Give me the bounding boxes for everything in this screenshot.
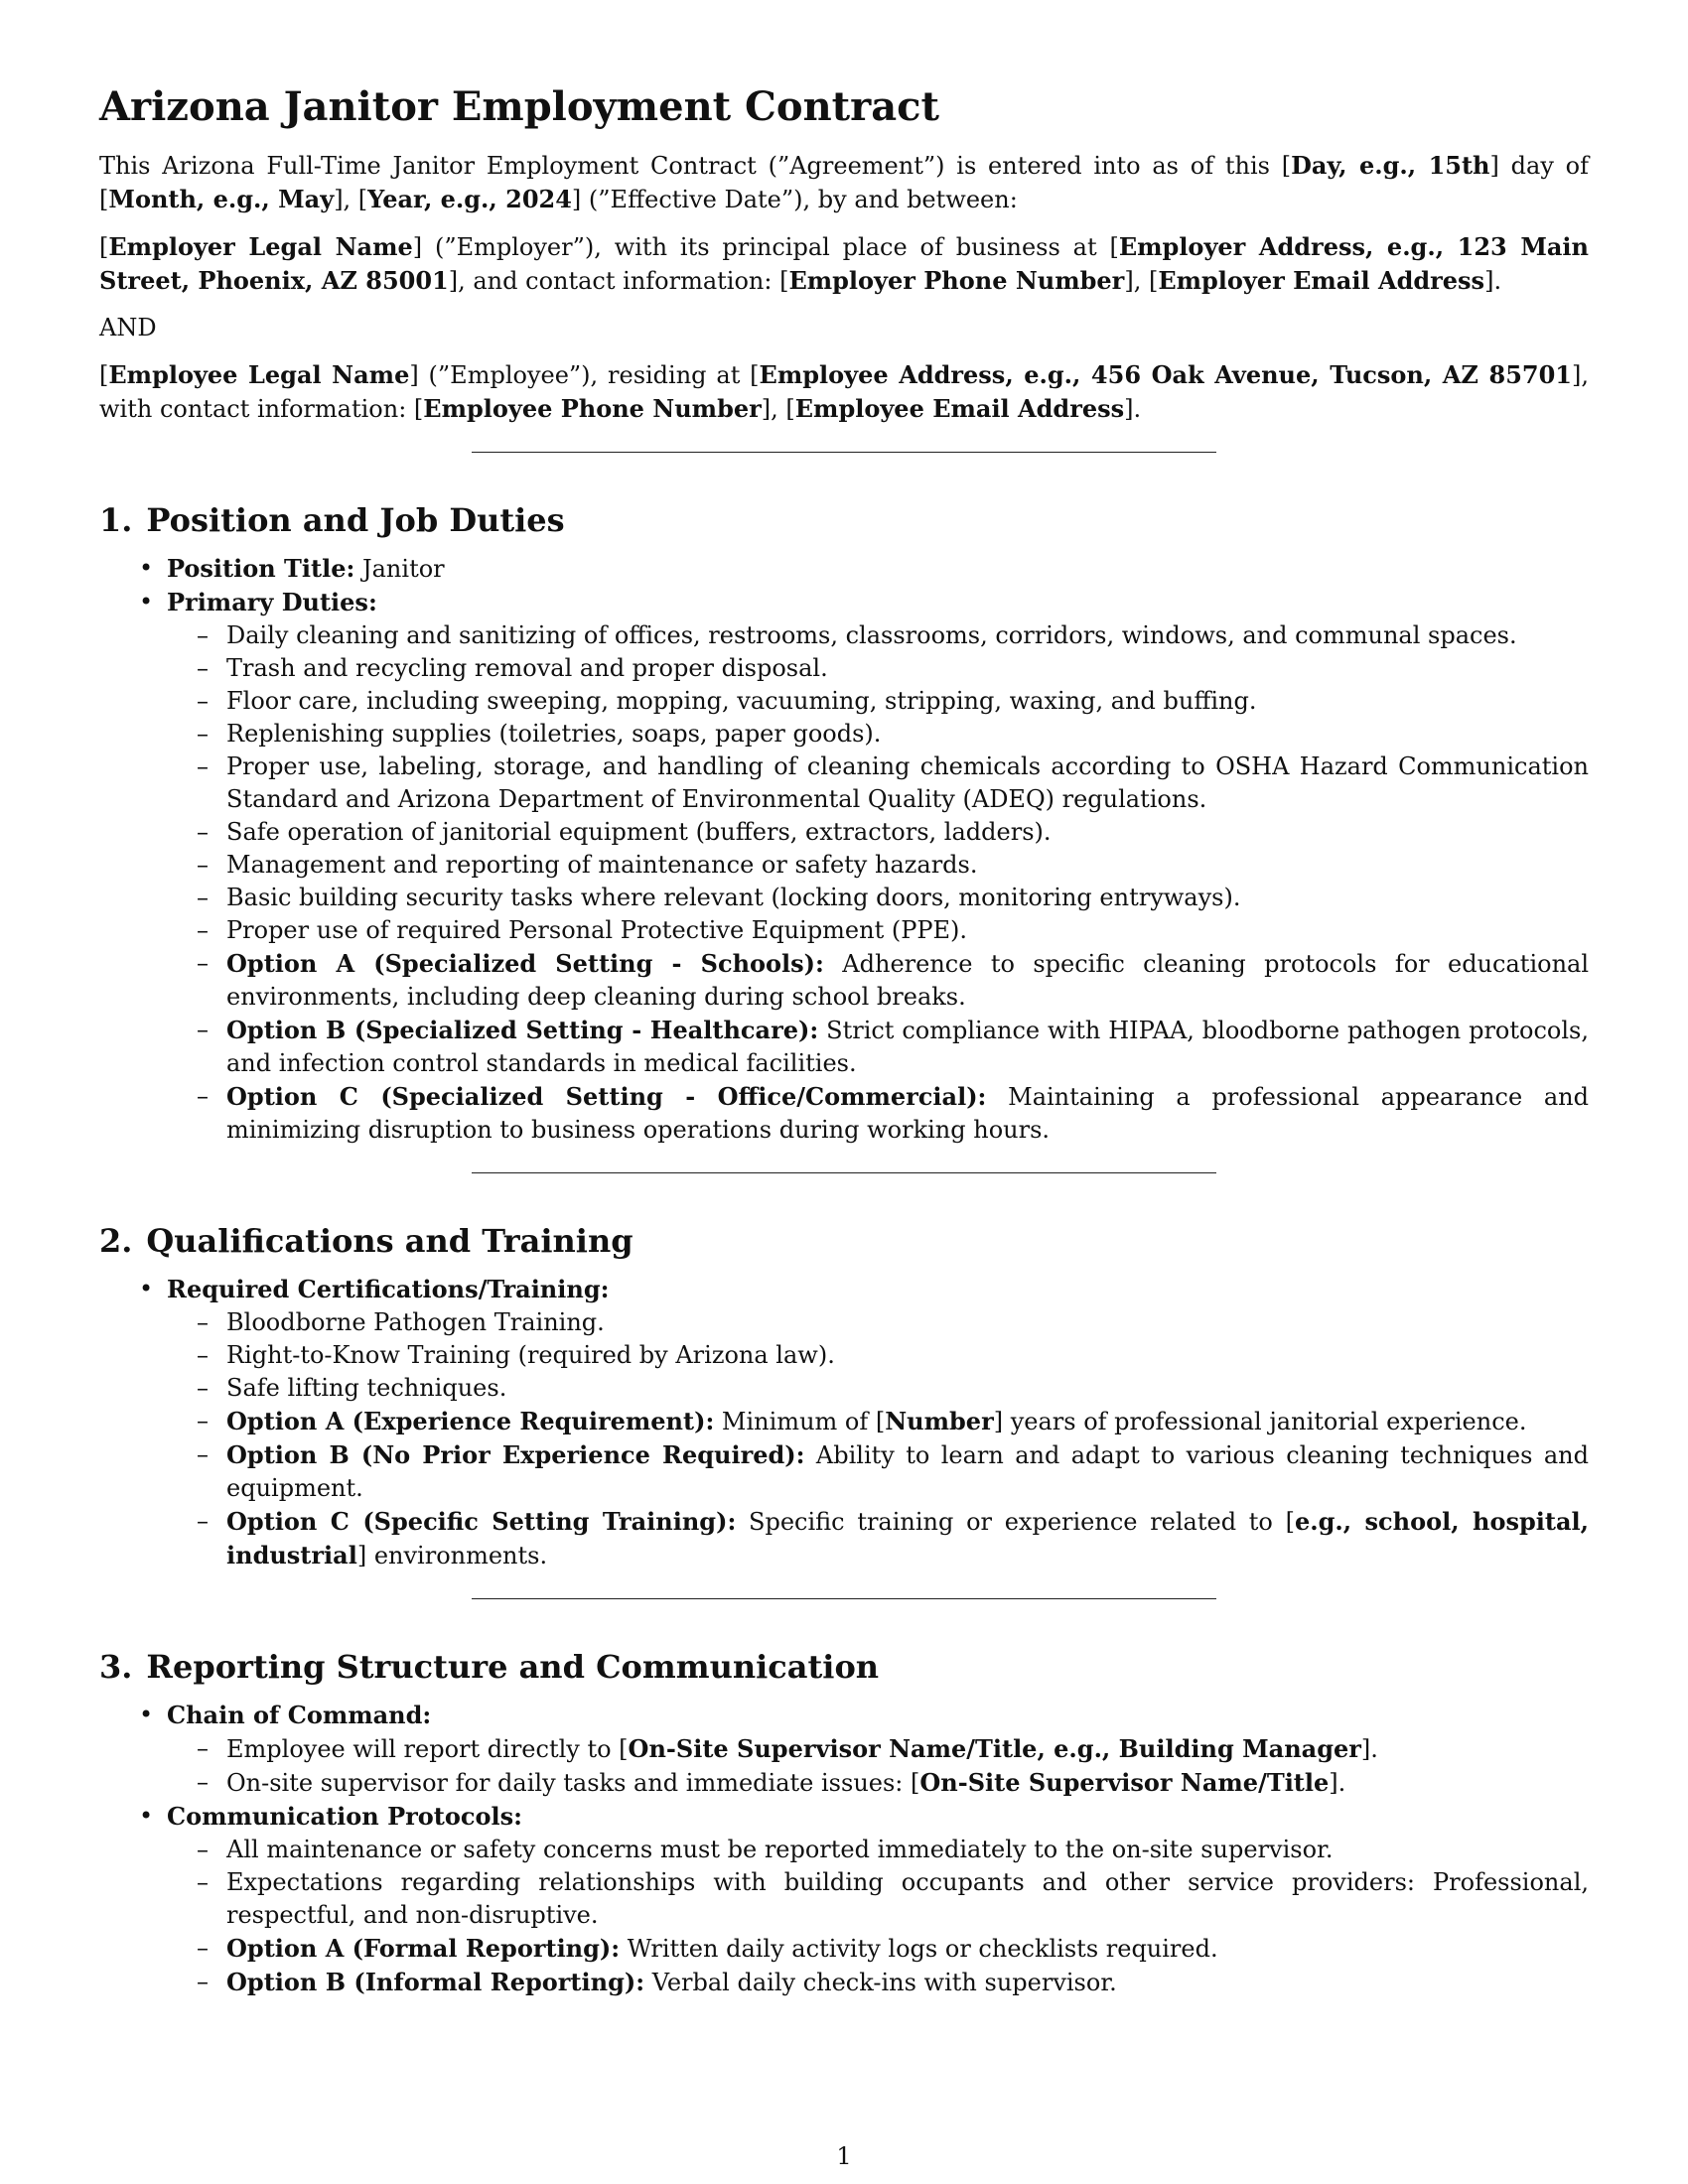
list-item: – Right-to-Know Training (required by Arizona law).	[226, 1339, 1589, 1372]
list-item: – All maintenance or safety concerns must be reported immediately to the on-site supervisor.	[226, 1834, 1589, 1866]
list-item: – Option B (Specialized Setting - Healthcare): Strict compliance with HIPAA, bloodborne pathogen protocols, and infection control standards in medical facilities.	[226, 1014, 1589, 1080]
list-item: – Management and reporting of maintenance or safety hazards.	[226, 849, 1589, 882]
list-item: – Option B (No Prior Experience Required): Ability to learn and adapt to various cleaning techniques and equipment.	[226, 1438, 1589, 1505]
chain-of-command-list	[167, 1732, 1589, 1800]
list-item: – Basic building security tasks where relevant (locking doors, monitoring entryways).	[226, 882, 1589, 914]
list-item: – Bloodborne Pathogen Training.	[226, 1306, 1589, 1339]
employer-paragraph: [Employer Legal Name] (”Employer”), with its principal place of business at [Employer Address, e.g., 123 Main Street, Phoenix, AZ 85001], and contact information: [Employer Phone Number], [Employer Email Address].	[99, 232, 1589, 295]
communication-list	[167, 1834, 1589, 1999]
list-item: – Trash and recycling removal and proper disposal.	[226, 652, 1589, 685]
employee-paragraph: [Employee Legal Name] (”Employee”), residing at [Employee Address, e.g., 456 Oak Avenue, Tucson, AZ 85701], with contact information: [Employee Phone Number], [Employee Email Address].	[99, 360, 1589, 423]
section-2-heading: 2. Qualifications and Training	[99, 1222, 633, 1260]
list-item: – Replenishing supplies (toiletries, soaps, paper goods).	[226, 718, 1589, 751]
list-item: – Option C (Specialized Setting - Office/Commercial): Maintaining a professional appearance and minimizing disruption to business operations during working hours.	[226, 1080, 1589, 1147]
list-item: – Option A (Specialized Setting - Schools): Adherence to specific cleaning protocols for educational environments, including deep cleaning during school breaks.	[226, 947, 1589, 1014]
list-item: – Floor care, including sweeping, mopping, vacuuming, stripping, waxing, and buffing.	[226, 685, 1589, 718]
list-item: – Daily cleaning and sanitizing of offices, restrooms, classrooms, corridors, windows, and communal spaces.	[226, 619, 1589, 652]
list-item: – Option B (Informal Reporting): Verbal daily check-ins with supervisor.	[226, 1966, 1589, 1999]
section-1-heading: 1. Position and Job Duties	[99, 501, 565, 539]
list-item: – Proper use of required Personal Protective Equipment (PPE).	[226, 914, 1589, 947]
list-item: – Safe lifting techniques.	[226, 1372, 1589, 1405]
list-item: – Employee will report directly to [On-Site Supervisor Name/Title, e.g., Building Manager].	[226, 1732, 1589, 1766]
intro-paragraph: This Arizona Full-Time Janitor Employment Contract (”Agreement”) is entered into as of this [Day, e.g., 15th] day of [Month, e.g., May], [Year, e.g., 2024] (”Effective Date”), by and between:	[99, 151, 1589, 213]
list-item: – Option A (Formal Reporting): Written daily activity logs or checklists required.	[226, 1932, 1589, 1966]
section-divider	[472, 1172, 1216, 1173]
duties-list	[167, 619, 1589, 1147]
section-1-list	[99, 552, 1589, 1147]
document-page	[99, 83, 1589, 1999]
list-item: – Proper use, labeling, storage, and handling of cleaning chemicals according to OSHA Hazard Communication Standard and Arizona Department of Environmental Quality (ADEQ) regulations.	[226, 751, 1589, 816]
list-item: – On-site supervisor for daily tasks and immediate issues: [On-Site Supervisor Name/Title].	[226, 1766, 1589, 1800]
list-item: – Expectations regarding relationships with building occupants and other service providers: Professional, respectful, and non-disruptive.	[226, 1866, 1589, 1932]
section-3-heading: 3. Reporting Structure and Communication	[99, 1648, 880, 1686]
list-item: • Required Certifications/Training: – Bloodborne Pathogen Training. – Right-to-Know Training (required by Arizona law). – Safe lifting techniques. – Option A (Experience Requirement): Minimum of [Number] years of professional janitorial experience. – Option B (No Prior Experience Required): Ability to learn and adapt to various cleaning techniques and equipment. – Option C (Specific Setting Training): Specific training or experience related to [e.g., school, hospital, industrial] environments.	[167, 1273, 1589, 1572]
list-item: • Chain of Command: – Employee will report directly to [On-Site Supervisor Name/Title, e.g., Building Manager]. – On-site supervisor for daily tasks and immediate issues: [On-Site Supervisor Name/Title].	[167, 1699, 1589, 1800]
page-number: 1	[836, 2142, 852, 2170]
list-item: – Safe operation of janitorial equipment (buffers, extractors, ladders).	[226, 816, 1589, 849]
list-item: • Primary Duties: – Daily cleaning and sanitizing of offices, restrooms, classrooms, corridors, windows, and communal spaces. – Trash and recycling removal and proper disposal. – Floor care, including sweeping, mopping, vacuuming, stripping, waxing, and buffing. – Replenishing supplies (toiletries, soaps, paper goods). – Proper use, labeling, storage, and handling of cleaning chemicals according to OSHA Hazard Communication Standard and Arizona Department of Environmental Quality (ADEQ) regulations. – Safe operation of janitorial equipment (buffers, extractors, ladders). – Management and reporting of maintenance or safety hazards. – Basic building security tasks where relevant (locking doors, monitoring entryways). – Proper use of required Personal Protective Equipment (PPE). – Option A (Specialized Setting - Schools): Adherence to specific cleaning protocols for educational environments, including deep cleaning during school breaks. – Option B (Specialized Setting - Healthcare): Strict compliance with HIPAA, bloodborne pathogen protocols, and infection control standards in medical facilities. – Option C (Specialized Setting - Office/Commercial): Maintaining a professional appearance and minimizing disruption to business operations during working hours.	[167, 586, 1589, 1147]
certifications-list	[167, 1306, 1589, 1572]
section-divider	[472, 452, 1216, 453]
list-item: – Option C (Specific Setting Training): Specific training or experience related to [e.g., school, hospital, industrial] environments.	[226, 1505, 1589, 1572]
section-3-list	[99, 1699, 1589, 1999]
section-divider	[472, 1598, 1216, 1599]
list-item: – Option A (Experience Requirement): Minimum of [Number] years of professional janitorial experience.	[226, 1405, 1589, 1438]
list-item: • Position Title: Janitor	[167, 552, 1589, 586]
list-item: • Communication Protocols: – All maintenance or safety concerns must be reported immediately to the on-site supervisor. – Expectations regarding relationships with building occupants and other service providers: Professional, respectful, and non-disruptive. – Option A (Formal Reporting): Written daily activity logs or checklists required. – Option B (Informal Reporting): Verbal daily check-ins with supervisor.	[167, 1800, 1589, 1999]
document-title: Arizona Janitor Employment Contract	[99, 83, 939, 130]
section-2-list	[99, 1273, 1589, 1572]
and-separator: AND	[99, 314, 157, 341]
